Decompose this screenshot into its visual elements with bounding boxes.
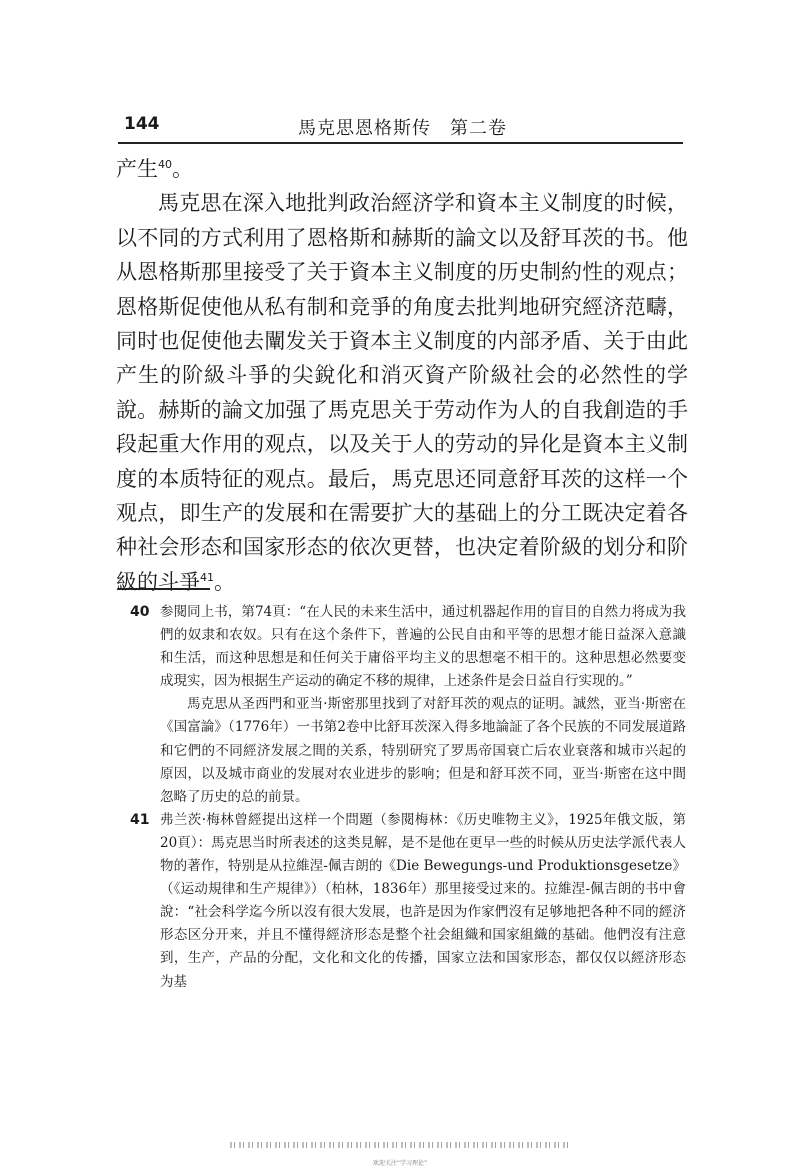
footnote-40 (130, 601, 686, 809)
footnote-text: 弗兰茨·梅林曾經提出这样一个問題（参閱梅林：《历史唯物主义》，1925年俄文版，第20頁）：馬克思当时所表述的这类見解，是不是他在更早一些的时候从历史法学派代表人物的著作，特别是从拉維涅-佩吉朗的《Die Bewegungs-und Produktionsgesetze》（《运动規律和生产規律》）（柏林，1836年）那里接受过来的。拉維涅-佩吉朗的书中會說：“社会科学迄今所以沒有很大发展，也許是因为作家們沒有足够地把各种不同的經济形态区分开来，并且不懂得經济形态是整个社会組織和国家組織的基础。他們沒有注意到，生产，产品的分配，文化和文化的传播，国家立法和国家形态，都仅仅以經济形态为基 (160, 811, 686, 990)
header-rule (118, 142, 683, 144)
footnotes (130, 601, 686, 994)
running-title: 馬克思恩格斯传 第二卷 (298, 118, 507, 139)
footer-caption: 欢迎关注“学习理论” (372, 1160, 428, 1167)
footnote-ref-41[interactable]: 41 (200, 570, 214, 584)
footnote-number: 40 (130, 604, 150, 620)
footnote-text: 参閱同上书，第74頁：“在人民的未来生活中，通过机器起作用的盲目的自然力将成为我們的奴隶和农奴。只有在这个条件下，普遍的公民自由和平等的思想才能日益深入意識和生活，而这种思想是和任何关于庸俗平均主义的思想毫不相干的。这种思想必然要变成現实，因为根据生产运动的确定不移的規律，上述条件是会日益自行实现的。” (160, 604, 686, 690)
footnote-ref-40[interactable]: 40 (158, 158, 172, 171)
footnote-text: 馬克思从圣西門和亚当·斯密那里找到了对舒耳茨的观点的证明。誠然，亚当·斯密在《国富論》（1776年）一书第2卷中比舒耳茨深入得多地論証了各个民族的不同发展道路和它們的不同經济发展之間的关系，特别研究了罗馬帝国衰亡后农业衰落和城市兴起的原因，以及城市商业的发展对农业进步的影响；但是和舒耳茨不同，亚当·斯密在这中間忽略了历史的总的前景。 (160, 696, 686, 805)
paragraph-main: 馬克思在深入地批判政治經济学和資本主义制度的时候，以不同的方式利用了恩格斯和赫斯的論文以及舒耳茨的书。他从恩格斯那里接受了关于資本主义制度的历史制約性的观点；恩格斯促使他从私有制和竞爭的角度去批判地研究經济范疇，同时也促使他去闡发关于資本主义制度的内部矛盾、关于由此产生的阶級斗爭的尖銳化和消灭資产阶級社会的必然性的学說。赫斯的論文加强了馬克思关于劳动作为人的自我創造的手段起重大作用的观点，以及关于人的劳动的异化是資本主义制度的本质特征的观点。最后，馬克思还同意舒耳茨的这样一个观点，即生产的发展和在需要扩大的基础上的分工既决定着各种社会形态和国家形态的依次更替，也决定着阶級的划分和阶級的斗爭$^{41}$。 (116, 191, 688, 594)
footnote-separator (118, 588, 210, 590)
page-number: 144 (124, 114, 160, 134)
scan-footer-strip (230, 1142, 570, 1148)
main-text (116, 152, 688, 599)
page-header (118, 112, 683, 146)
footnote-41 (130, 809, 686, 994)
footnote-number: 41 (130, 811, 150, 828)
paragraph-continuation: 产生$^{40}$。 (116, 157, 193, 181)
